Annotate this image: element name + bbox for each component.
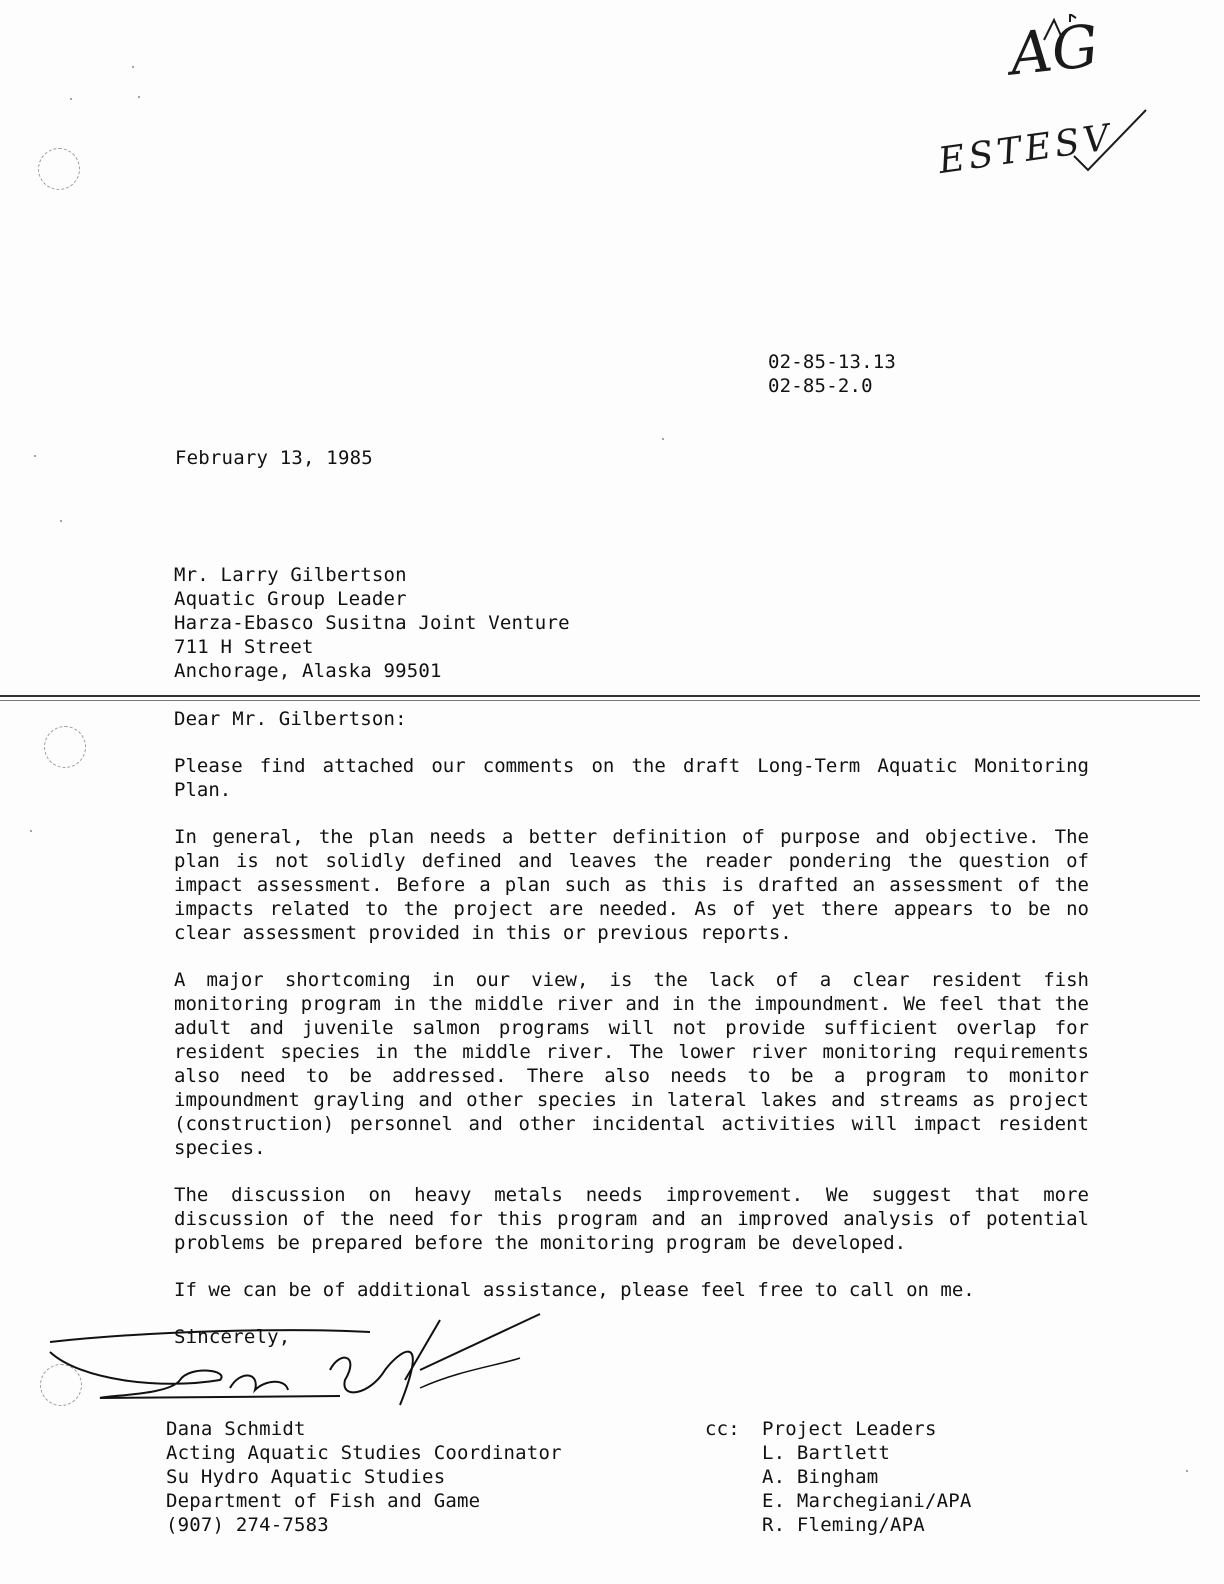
recipient-street: 711 H Street xyxy=(174,636,314,658)
speck xyxy=(30,830,32,832)
sender-title: Acting Aquatic Studies Coordinator xyxy=(166,1442,562,1464)
recipient-title: Aquatic Group Leader xyxy=(174,588,407,610)
cc-recipient: A. Bingham xyxy=(762,1466,879,1488)
speck xyxy=(132,66,134,68)
recipient-name: Mr. Larry Gilbertson xyxy=(174,564,407,586)
hole-punch-middle xyxy=(44,726,86,768)
handwritten-checkmark-icon xyxy=(1070,106,1150,176)
closing: Sincerely, xyxy=(174,1326,291,1348)
file-reference-2: 02-85-2.0 xyxy=(768,375,873,397)
handwritten-mark-top: AG xyxy=(1006,11,1102,89)
signature-icon xyxy=(40,1310,550,1420)
handwritten-check-icon xyxy=(1040,14,1080,44)
body-paragraph-3: A major shortcoming in our view, is the lack of a clear resident fish monitoring program in the middle river and in the impoundment. We feel that the adult and juvenile salmon programs will not provide sufficient overlap for resident species in the middle river. The lower river monitoring requirements also need to be addressed. There also needs to be a program to monitor impoundment grayling and other species in lateral lakes and streams as project (construction) personnel and other incidental activities will impact resident species. xyxy=(174,969,1089,1159)
sender-unit: Su Hydro Aquatic Studies xyxy=(166,1466,446,1488)
cc-recipient: E. Marchegiani/APA xyxy=(762,1490,972,1512)
speck xyxy=(70,98,72,100)
body-paragraph-1: Please find attached our comments on the draft Long-Term Aquatic Monitoring Plan. xyxy=(174,755,1089,801)
sender-phone: (907) 274-7583 xyxy=(166,1514,329,1536)
cc-recipient: L. Bartlett xyxy=(762,1442,891,1464)
scan-fold-line-secondary xyxy=(0,700,1200,701)
sender-department: Department of Fish and Game xyxy=(166,1490,481,1512)
cc-label: cc: xyxy=(705,1418,740,1440)
cc-recipient: R. Fleming/APA xyxy=(762,1514,925,1536)
cc-recipient: Project Leaders xyxy=(762,1418,937,1440)
speck xyxy=(138,96,140,98)
body-paragraph-5: If we can be of additional assistance, please feel free to call on me. xyxy=(174,1279,975,1301)
hole-punch-top xyxy=(38,148,80,190)
file-reference-1: 02-85-13.13 xyxy=(768,351,897,373)
salutation: Dear Mr. Gilbertson: xyxy=(174,708,407,730)
body-paragraph-4: The discussion on heavy metals needs improvement. We suggest that more discussion of the need for this program and an improved analysis of potential problems be prepared before the monitoring program be developed. xyxy=(174,1184,1089,1254)
body-paragraph-2: In general, the plan needs a better definition of purpose and objective. The plan is not solidly defined and leaves the reader pondering the question of impact assessment. Before a plan such as this is drafted an assessment of the impacts related to the project are needed. As of yet there appears to be no clear assessment provided in this or previous reports. xyxy=(174,826,1089,944)
handwritten-mark-bottom: ESTESV xyxy=(935,116,1116,183)
speck xyxy=(1186,1470,1188,1472)
scan-fold-line xyxy=(0,695,1200,697)
speck xyxy=(662,438,664,440)
sender-name: Dana Schmidt xyxy=(166,1418,306,1440)
recipient-organization: Harza-Ebasco Susitna Joint Venture xyxy=(174,612,570,634)
letter-date: February 13, 1985 xyxy=(175,447,373,469)
speck xyxy=(34,455,36,457)
recipient-city: Anchorage, Alaska 99501 xyxy=(174,660,442,682)
speck xyxy=(60,520,62,522)
